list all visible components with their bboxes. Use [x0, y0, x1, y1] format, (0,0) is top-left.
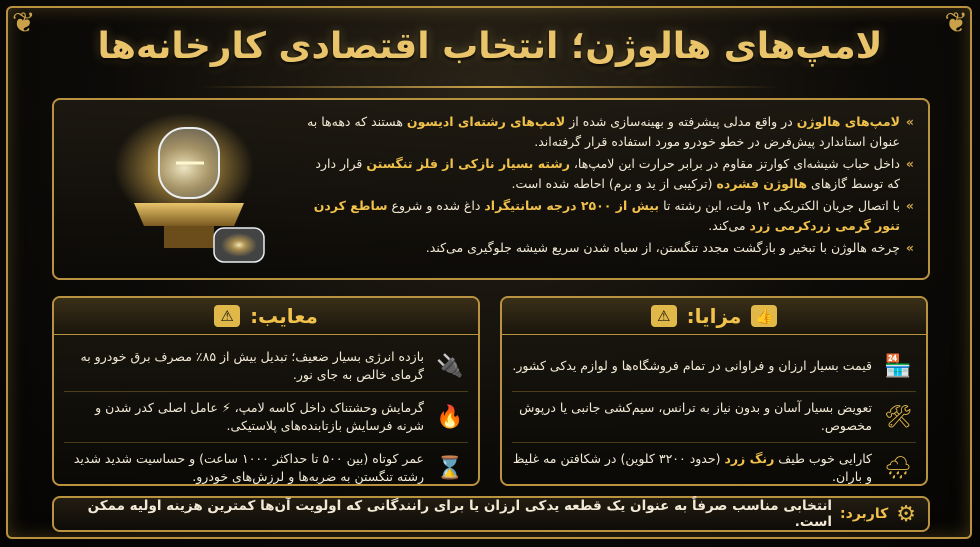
hourglass-icon: ⌛: [436, 455, 464, 481]
cons-item-text: بازده انرژی بسیار ضعیف؛ تبدیل بیش از ۸۵٪ مصرف برق خودرو به گرمای خالص به جای نور.: [80, 349, 424, 382]
intro-text: قرار دارد که توسط گازهای: [315, 156, 900, 191]
pros-item-text: قیمت بسیار ارزان و فراوانی در تمام فروشگاه‌ها و لوازم یدکی کشور.: [512, 358, 872, 373]
usage-label: کاربرد:: [840, 506, 889, 522]
halogen-bulb-illustration: [64, 108, 284, 274]
warning-icon: ⚠: [214, 305, 240, 327]
intro-highlight: بیش از ۲۵۰۰ درجه سانتیگراد: [484, 198, 660, 213]
tools-icon: 🛠: [884, 404, 912, 430]
intro-item: [304, 196, 914, 236]
page-title: لامپ‌های هالوژن؛ انتخاب اقتصادی کارخانه‌ها: [97, 26, 883, 67]
intro-text: در واقع مدلی پیشرفته و بهینه‌سازی شده از: [565, 114, 797, 129]
cons-header: [54, 298, 478, 335]
intro-panel: [52, 98, 930, 280]
intro-highlight: لامپ‌های هالوژن: [796, 114, 900, 129]
corner-ornament-icon: ❦: [12, 6, 36, 39]
pros-item: [512, 341, 916, 392]
intro-highlight: ساطع کردن تنور گرمی زردکرمی زرد: [313, 198, 900, 233]
pros-panel: [500, 296, 928, 486]
intro-item: [304, 154, 914, 194]
chevron-icon: »: [905, 156, 914, 171]
intro-text: داخل حباب شیشه‌ای کوارتز مقاوم در برابر حرارت این لامپ‌ها،: [569, 156, 900, 171]
intro-text: داغ شده و شروع: [387, 198, 485, 213]
pros-header: [502, 298, 926, 335]
title-divider: [200, 86, 780, 88]
plug-icon: 🔌: [436, 353, 464, 379]
usage-text: انتخابی مناسب صرفاً به عنوان یک قطعه یدکی ارزان یا برای رانندگانی که اولویت آن‌ها کمترین هزینه اولیه ممکن است.: [87, 498, 833, 530]
corner-ornament-icon: ❦: [944, 6, 968, 39]
intro-highlight: لامپ‌های رشته‌ای ادیسون: [406, 114, 566, 129]
pros-item: [512, 443, 916, 493]
pros-item-highlight: رنگ زرد: [724, 451, 775, 466]
thumbs-up-icon: 👍: [751, 305, 777, 327]
shop-icon: 🏪: [884, 353, 912, 379]
intro-text: (ترکیبی از ید و برم) احاطه شده است.: [511, 176, 717, 191]
pros-item-text-part: کارایی خوب طیف: [774, 451, 872, 466]
cons-panel: [52, 296, 480, 486]
cloud-rain-icon: 🌧: [884, 455, 912, 481]
gear-icon: ⚙: [896, 501, 916, 527]
intro-list: [304, 112, 914, 260]
intro-highlight: هالوژن فشرده: [716, 176, 808, 191]
intro-text: می‌کند.: [708, 218, 750, 233]
cons-title: معایب:: [250, 304, 318, 328]
intro-text: هستند که دهه‌ها به عنوان استاندارد پیش‌فرض در خطو خودرو مورد استفاده قرار گرفته‌اند.: [307, 114, 900, 149]
warning-icon: ⚠: [651, 305, 677, 327]
chevron-icon: »: [905, 198, 914, 213]
usage-footer: [52, 496, 930, 532]
chevron-icon: »: [905, 114, 914, 129]
cons-item: [64, 341, 468, 392]
pros-item-text: تعویض بسیار آسان و بدون نیاز به ترانس، سیم‌کشی جانبی یا درپوش مخصوص.: [519, 400, 872, 433]
intro-text: چرخه هالوژن با تبخیر و بازگشت مجدد تنگستن، از سیاه شدن سریع شیشه جلوگیری می‌کند.: [425, 240, 900, 255]
fire-icon: 🔥: [436, 404, 464, 430]
cons-item: [64, 392, 468, 443]
pros-item-text: [512, 450, 872, 486]
pros-title: مزایا:: [686, 304, 742, 328]
intro-text: با اتصال جریان الکتریکی ۱۲ ولت، این رشته تا: [659, 198, 900, 213]
chevron-icon: »: [905, 240, 914, 255]
cons-item-text: عمر کوتاه (بین ۵۰۰ تا حداکثر ۱۰۰۰ ساعت) و حساسیت شدید شدید رشته تنگستن به ضربه‌ها و لرزش‌های خودرو.: [73, 451, 424, 484]
pros-item: [512, 392, 916, 443]
cons-item-text: گرمایش وحشتناک داخل کاسه لامپ، ⚡ عامل اصلی کدر شدن و شرنه فرسایش بازتابنده‌های پلاستیکی.: [95, 400, 424, 433]
cons-item: [64, 443, 468, 493]
intro-item: [304, 238, 914, 258]
pros-item-text-part: (حدود ۳۲۰۰ کلوین) در شکافتن مه غلیظ و باران.: [512, 451, 872, 484]
intro-item: [304, 112, 914, 152]
intro-highlight: رشته بسیار نازکی از فلز تنگستن: [366, 156, 570, 171]
